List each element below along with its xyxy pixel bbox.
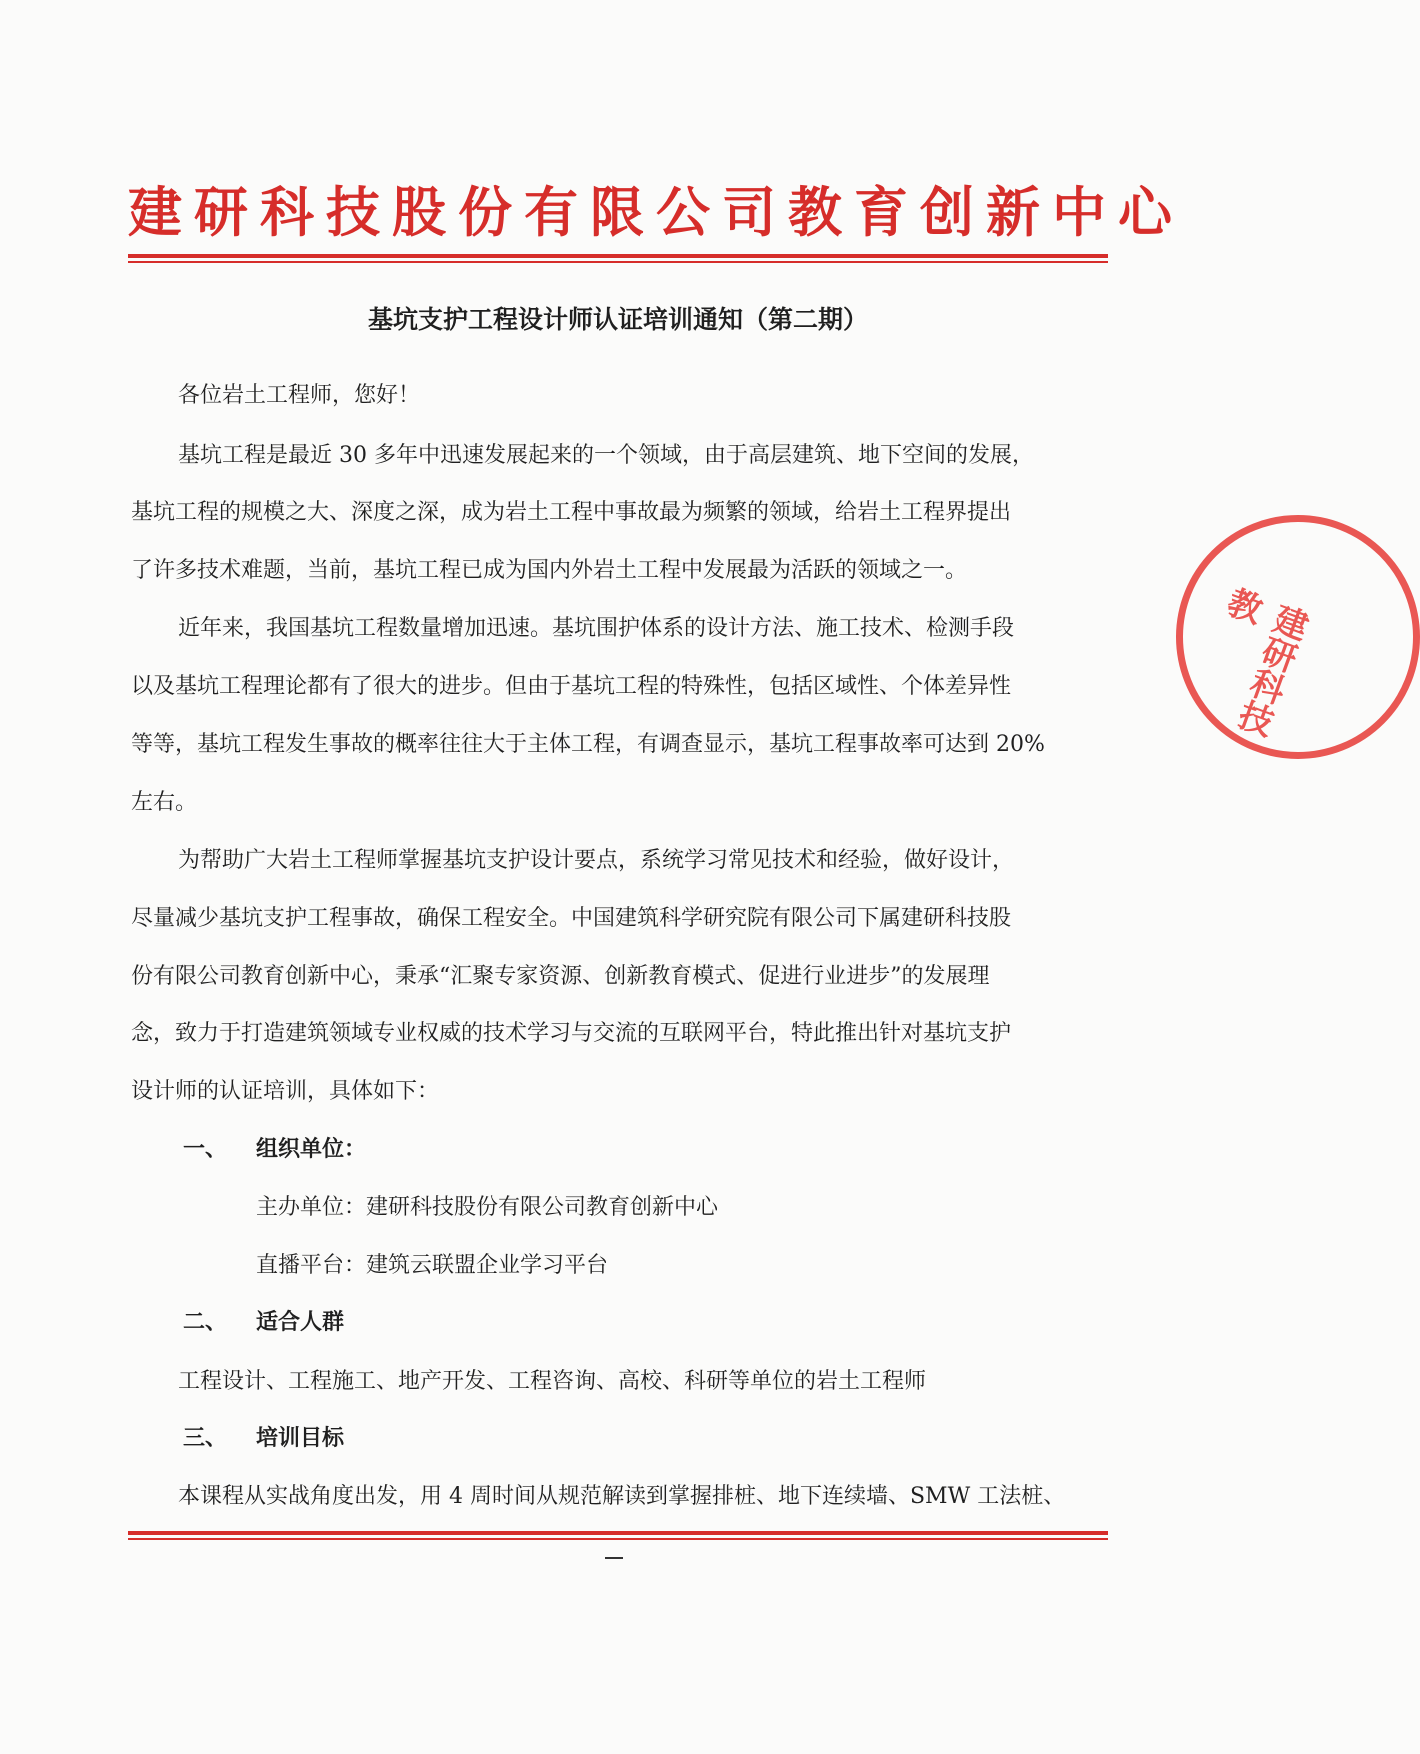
audience-text: 工程设计、工程施工、地产开发、工程咨询、高校、科研等单位的岩土工程师	[178, 1369, 927, 1394]
p3-line-1: 为帮助广大岩土工程师掌握基坑支护设计要点，系统学习常见技术和经验，做好设计，	[178, 848, 1015, 873]
footer-rule-thin	[128, 1538, 1108, 1540]
letterhead-rule-thick	[128, 254, 1108, 258]
section-1-title: 组织单位：	[256, 1137, 367, 1162]
p2-line-3: 等等，基坑工程发生事故的概率往往大于主体工程，有调查显示，基坑工程事故率可达到 20%	[131, 732, 1045, 757]
section-1-number: 一、	[183, 1137, 228, 1162]
org-host: 主办单位：建研科技股份有限公司教育创新中心	[256, 1195, 719, 1220]
p3-line-4: 念，致力于打造建筑领域专业权威的技术学习与交流的互联网平台，特此推出针对基坑支护	[131, 1021, 1012, 1046]
p1-line-2: 基坑工程的规模之大、深度之深，成为岩土工程中事故最为频繁的领域，给岩土工程界提出	[131, 500, 1012, 525]
page-number-mark	[605, 1557, 623, 1559]
section-3-number: 三、	[183, 1426, 228, 1451]
p2-line-1: 近年来，我国基坑工程数量增加迅速。基坑围护体系的设计方法、施工技术、检测手段	[178, 616, 1015, 641]
seal-text: 建研科技教	[1217, 581, 1313, 740]
section-2-title: 适合人群	[256, 1310, 345, 1335]
p1-line-1: 基坑工程是最近 30 多年中迅速发展起来的一个领域，由于高层建筑、地下空间的发展，	[178, 443, 1034, 468]
p3-line-5: 设计师的认证培训，具体如下：	[131, 1079, 440, 1104]
p2-line-2: 以及基坑工程理论都有了很大的进步。但由于基坑工程的特殊性，包括区域性、个体差异性	[131, 674, 1012, 699]
org-platform: 直播平台：建筑云联盟企业学习平台	[256, 1253, 609, 1278]
p3-line-3: 份有限公司教育创新中心，秉承“汇聚专家资源、创新教育模式、促进行业进步”的发展理	[131, 964, 990, 989]
letterhead-org-name: 建研科技股份有限公司教育创新中心	[128, 181, 1184, 244]
section-3-title: 培训目标	[256, 1426, 345, 1451]
goal-text: 本课程从实战角度出发，用 4 周时间从规范解读到掌握排桩、地下连续墙、SMW 工法桩、	[178, 1484, 1066, 1509]
footer-rule-thick	[128, 1531, 1108, 1535]
p2-line-4: 左右。	[131, 790, 198, 815]
greeting: 各位岩土工程师，您好！	[178, 383, 421, 408]
notice-title: 基坑支护工程设计师认证培训通知（第二期）	[367, 305, 868, 334]
p1-line-3: 了许多技术难题，当前，基坑工程已成为国内外岩土工程中发展最为活跃的领域之一。	[131, 558, 968, 583]
section-2-number: 二、	[183, 1310, 228, 1335]
company-seal	[1176, 515, 1420, 759]
letterhead-rule-thin	[128, 261, 1108, 263]
p3-line-2: 尽量减少基坑支护工程事故，确保工程安全。中国建筑科学研究院有限公司下属建研科技股	[131, 906, 1012, 931]
